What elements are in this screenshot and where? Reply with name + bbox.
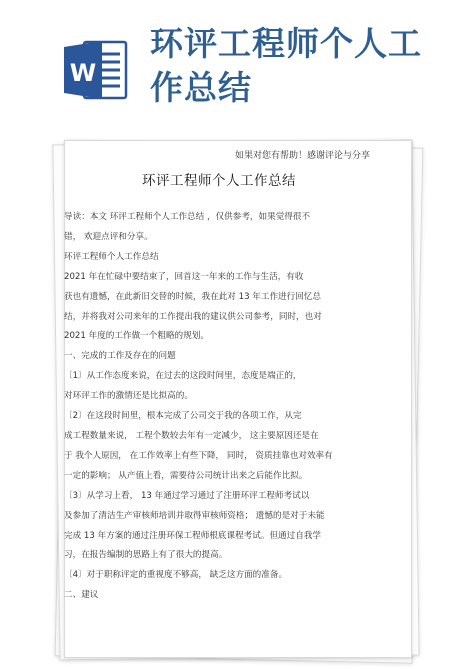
document-title: 环评工程师个人工作总结	[142, 173, 296, 189]
body-line: 获也有遗憾，在此新旧交替的时候，我在此对 13 年工作进行回忆总	[64, 291, 322, 302]
page-title-line-2: 作总结	[150, 68, 252, 107]
body-line: 〔3〕从学习上看， 13 年通过学习通过了注册环评工程师考试以	[64, 490, 310, 501]
body-line: 结，并将我对公司来年的工作提出我的建议供公司参考，同时，也对	[64, 311, 322, 322]
body-line: 〔1〕从工作态度来说，在过去的这段时间里，态度是端正的，	[64, 371, 302, 382]
body-line: 〔2〕在这段时间里，根本完成了公司交于我的各项工作，从完	[64, 411, 302, 422]
body-line: 导读：本文 环评工程师个人工作总结 ，仅供参考，如果觉得很不	[64, 212, 311, 222]
help-note: 如果对您有帮助！感谢评论与分享	[234, 151, 370, 161]
body-line: 错， 欢迎点评和分享。	[64, 231, 153, 242]
section-heading: 二、建议	[64, 590, 99, 601]
body-line: 及参加了清洁生产审核师培训并取得审核师资格； 遗憾的是对于未能	[64, 510, 325, 521]
body-line: 一定的影响； 从产值上看，需要待公司统计出来之后能作比拟。	[64, 470, 308, 481]
body-line: 习，在报告编制的思路上有了很大的提高。	[64, 550, 228, 561]
body-line: 于 我个人原因， 在工作效率上有些下降， 同时， 资质挂靠也对效率有	[64, 450, 333, 461]
body-line: 成工程数量来说， 工程个数较去年有一定减少， 这主要原因还是在	[64, 430, 319, 441]
word-document-icon	[62, 38, 128, 102]
body-line: 环评工程师个人工作总结	[64, 251, 159, 262]
svg-text:W: W	[69, 59, 97, 87]
document-body	[56, 208, 382, 606]
body-line: 2021 年在忙碌中要结束了，回首这一年来的工作与生活，有收	[64, 271, 304, 282]
body-line: 2021 年度的工作做一个粗略的规划。	[64, 331, 209, 342]
header-banner	[0, 0, 474, 120]
body-line: 完成 13 年方案的通过注册环保工程师根底课程考试。但通过自我学	[64, 530, 322, 541]
page-title-line-1: 环评工程师个人工	[150, 24, 422, 63]
document-content	[56, 148, 382, 606]
section-heading: 一、完成的工作及存在的问题	[64, 351, 176, 362]
body-line: 对环评工作的激情还是比拟高的。	[64, 391, 193, 402]
page-title	[150, 22, 450, 110]
body-line: 〔4〕对于职称评定的重视度不够高， 缺乏这方面的准备。	[64, 570, 288, 581]
